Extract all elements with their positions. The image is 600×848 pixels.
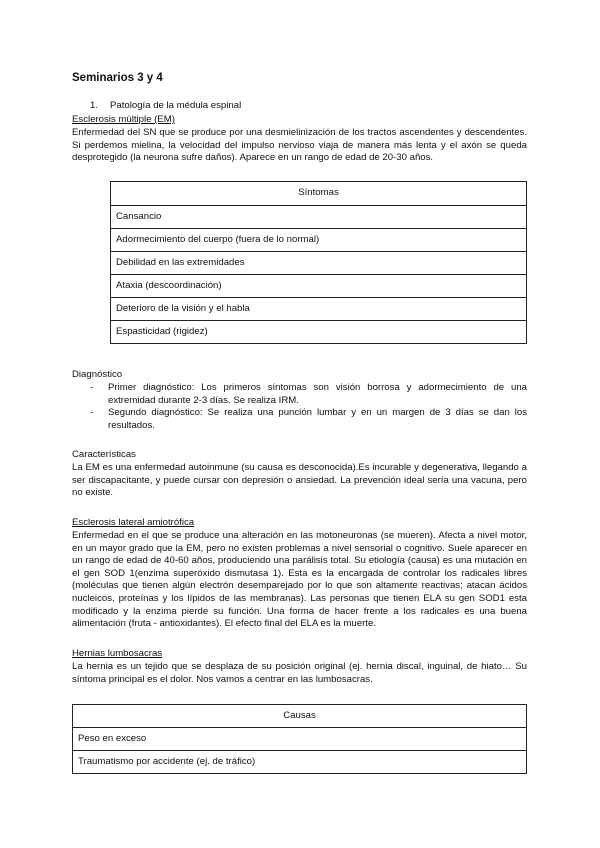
em-heading: Esclerosis múltiple (EM) [72, 114, 175, 125]
characteristics-text: La EM es una enfermedad autoinmune (su causa es desconocida).Es incurable y degenerativa, llegando a ser discapacitante, y puede cursar con depresión o ansiedad. La prevención ideal sería una vacuna, pero no existe. [72, 462, 527, 499]
symptoms-table-row: Debilidad en las extremidades [111, 252, 527, 275]
page-title: Seminarios 3 y 4 [72, 72, 163, 84]
characteristics-heading: Características [72, 449, 136, 460]
symptoms-table-row: Adormecimiento del cuerpo (fuera de lo normal) [111, 229, 527, 252]
symptoms-table [110, 181, 527, 344]
causes-table-row: Traumatismo por accidente (ej. de tráfico) [73, 751, 527, 774]
diagnosis-list [72, 382, 527, 432]
symptoms-table-row: Espasticidad (rigidez) [111, 321, 527, 344]
section-heading: Patología de la médula espinal [110, 100, 242, 111]
diagnosis-heading: Diagnóstico [72, 369, 123, 380]
symptoms-table-row: Deterioro de la visión y el habla [111, 298, 527, 321]
dash-bullet-icon: - [90, 382, 94, 393]
ela-text: Enfermedad en el que se produce una alteración en las motoneuronas (se mueren). Afecta a nivel motor, en un mayor grado que la EM, pero no existen problemas a nivel sensorial o cognitivo. Suele aparecer en un rango de edad de 40-60 años, produciendo una parálisis total. Su etiología (causa) es una mutación en el gen SOD 1(enzima superóxido dismutasa 1). Esta es la encargada de controlar los radicales libres (moléculas que tienen algún electrón desemparejado por lo que son altamente reactivas; atacan ácidos nucleicos, proteínas y los lípidos de las membranas). Las personas que tienen ELA su gen SOD1 esta modificado y la enzima pierde su función. Una forma de hacer frente a los radicales es una buena alimentación (fruta - antioxidantes). El efecto final del ELA es la muerte. [72, 530, 527, 630]
hernias-text: La hernia es un tejido que se desplaza de su posición original (ej. hernia discal, inguinal, de hiato… Su síntoma principal es el dolor. Nos vamos a centrar en las lumbosacras. [72, 661, 527, 685]
causes-table [72, 704, 527, 774]
causes-table-row: Peso en exceso [73, 728, 527, 751]
symptoms-table-row: Ataxia (descoordinación) [111, 275, 527, 298]
hernias-heading: Hernias lumbosacras [72, 648, 163, 659]
list-item: - Primer diagnóstico: Los primeros síntomas son visión borrosa y adormecimiento de una extremidad durante 2-3 días. Se realiza IRM. [90, 382, 527, 406]
symptoms-table-header: Síntomas [111, 182, 527, 206]
dash-bullet-icon: - [90, 407, 94, 419]
ela-heading: Esclerosis lateral amiotrófica [72, 517, 195, 528]
list-item: - Segundo diagnóstico: Se realiza una punción lumbar y en un margen de 3 días se dan los resultados. [90, 407, 527, 431]
em-intro: Enfermedad del SN que se produce por una desmielinización de los tractos ascendentes y descendentes. Si perdemos mielina, la velocidad del impulso nervioso viaja de manera más lenta y el axón se queda desprotegido (la neurona sufre daños). Aparece en un rango de edad de 20-30 años. [72, 127, 527, 164]
section-number: 1. [90, 100, 99, 111]
symptoms-table-row: Cansancio [111, 206, 527, 229]
causes-table-header: Causas [73, 705, 527, 728]
